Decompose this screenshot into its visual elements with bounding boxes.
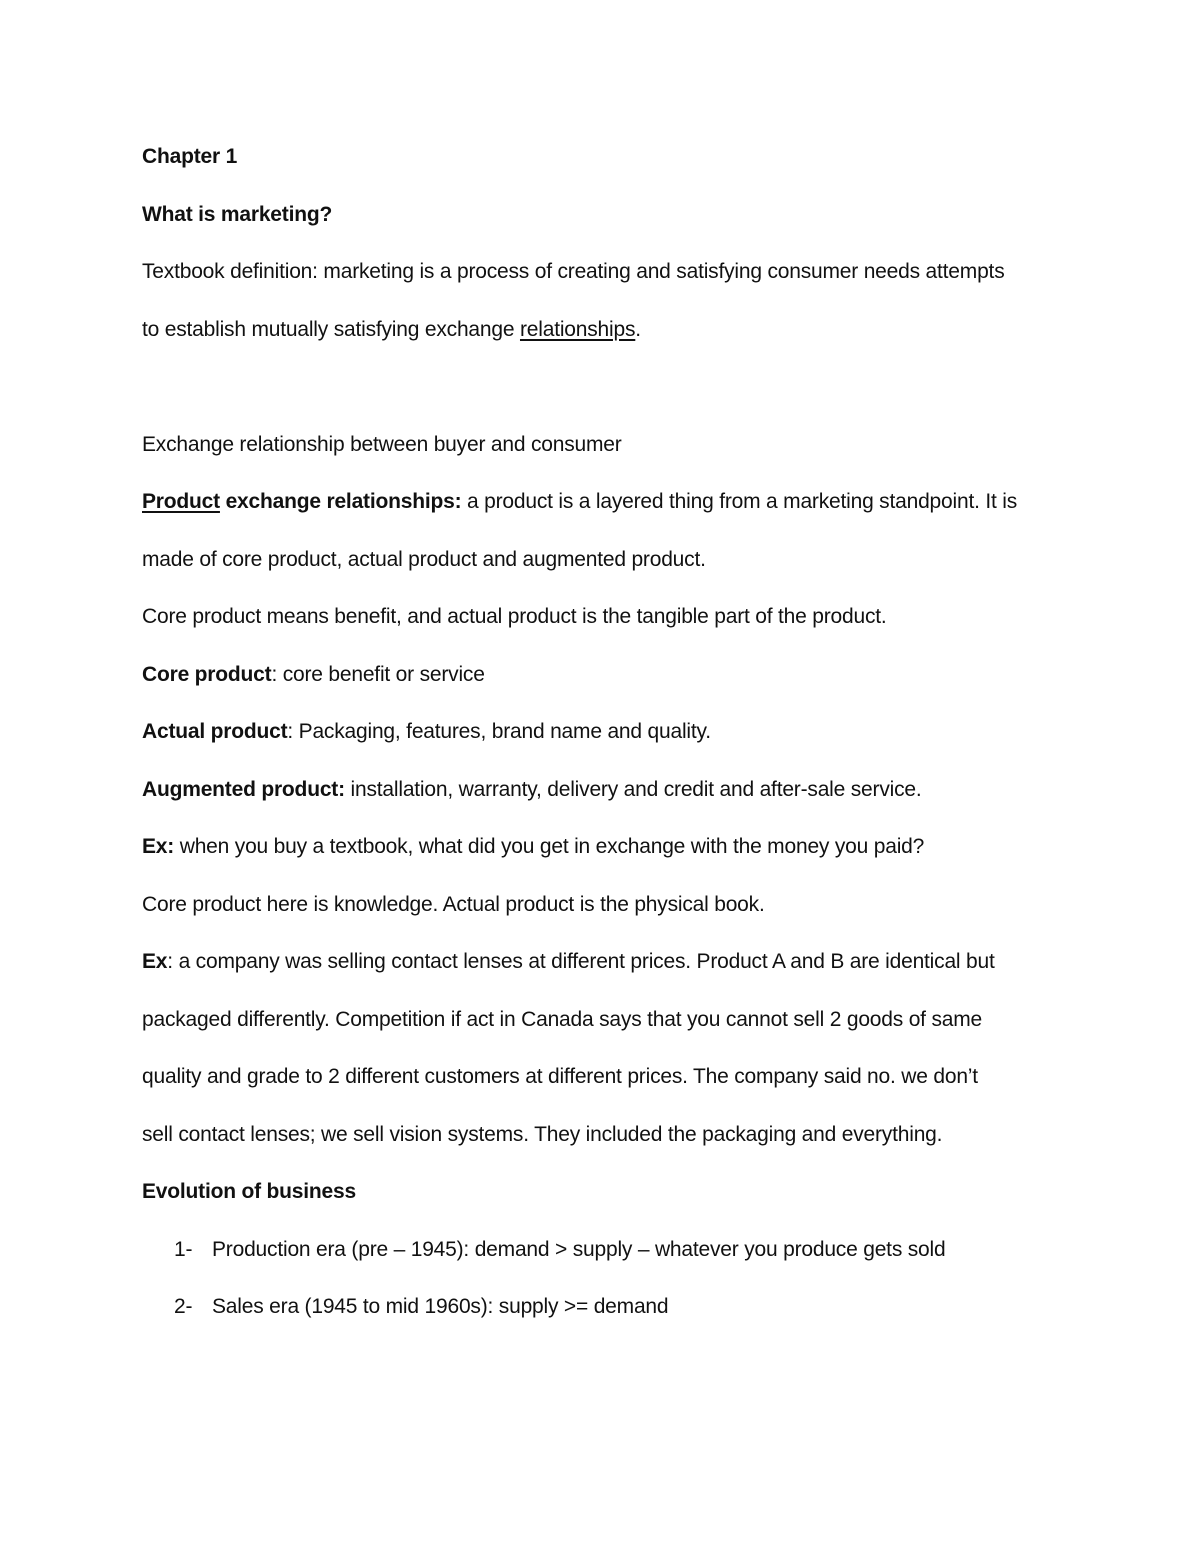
- core-product-label: Core product: [142, 662, 272, 686]
- list-item: [142, 1221, 1072, 1279]
- list-item-text: Sales era (1945 to mid 1960s): supply >= demand: [212, 1295, 669, 1318]
- example-2-label: Ex: [142, 950, 168, 973]
- example-2-line-3: quality and grade to 2 different customers at different prices. The company said no. we don’t: [142, 1065, 978, 1088]
- augmented-product-line: [142, 761, 1072, 819]
- augmented-product-text: installation, warranty, delivery and credit and after-sale service.: [344, 777, 922, 801]
- core-meaning-line: Core product means benefit, and actual product is the tangible part of the product.: [142, 605, 887, 628]
- blank-line: [142, 358, 1072, 416]
- definition-period: .: [635, 317, 641, 341]
- augmented-product-label: Augmented product:: [142, 777, 345, 801]
- definition-line-2: [142, 301, 1072, 359]
- example-1-text: when you buy a textbook, what did you get in exchange with the money you paid?: [174, 835, 925, 858]
- exchange-relationship-line: Exchange relationship between buyer and consumer: [142, 432, 622, 456]
- example-2-line-2: packaged differently. Competition if act in Canada says that you cannot sell 2 goods of same: [142, 1007, 982, 1031]
- example-2-line-4: sell contact lenses; we sell vision systems. They included the packaging and everything.: [142, 1122, 943, 1146]
- list-item-text: Production era (pre – 1945): demand > supply – whatever you produce gets sold: [212, 1237, 946, 1261]
- example-1-answer: Core product here is knowledge. Actual product is the physical book.: [142, 892, 765, 916]
- core-product-text: : core benefit or service: [271, 662, 485, 686]
- product-label: Product: [142, 490, 220, 513]
- document-body: [142, 128, 1072, 1336]
- list-item: [142, 1278, 1072, 1336]
- question-heading: What is marketing?: [142, 202, 333, 226]
- list-item-number: 1-: [174, 1237, 193, 1261]
- example-1-line: [142, 818, 1072, 876]
- actual-product-line: [142, 703, 1072, 761]
- evolution-heading: Evolution of business: [142, 1180, 356, 1203]
- product-exchange-line-2: made of core product, actual product and augmented product.: [142, 547, 706, 571]
- definition-text: to establish mutually satisfying exchange: [142, 317, 520, 341]
- chapter-heading: Chapter 1: [142, 145, 238, 168]
- example-1-label: Ex:: [142, 835, 175, 858]
- list-item-number: 2-: [174, 1295, 193, 1318]
- relationships-underlined: relationships: [519, 317, 636, 341]
- actual-product-label: Actual product: [142, 720, 288, 743]
- product-text: a product is a layered thing from a marketing standpoint. It is: [461, 490, 1018, 513]
- definition-line-1: Textbook definition: marketing is a process of creating and satisfying consumer needs attempts: [142, 260, 1005, 283]
- core-product-line: [142, 646, 1072, 704]
- example-2-text: : a company was selling contact lenses at different prices. Product A and B are identical but: [167, 950, 995, 973]
- actual-product-text: : Packaging, features, brand name and quality.: [287, 720, 711, 743]
- product-exchange-label: exchange relationships:: [219, 490, 462, 513]
- example-2-line-1: [142, 933, 1072, 991]
- product-exchange-line-1: [142, 473, 1072, 531]
